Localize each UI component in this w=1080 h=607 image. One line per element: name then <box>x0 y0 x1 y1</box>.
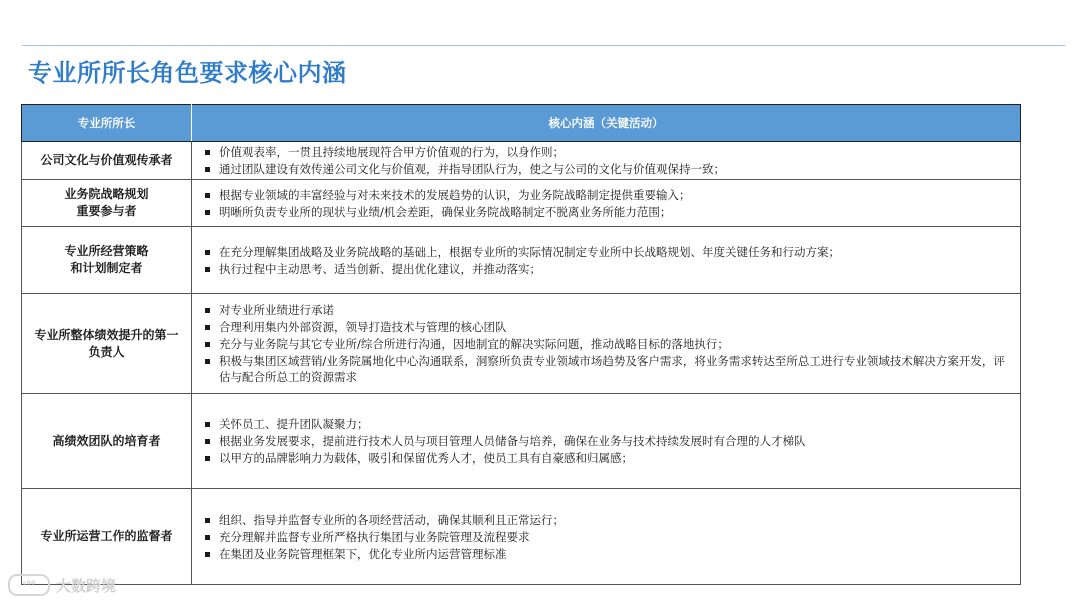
list-item: 以甲方的品牌影响力为载体，吸引和保留优秀人才，使员工具有自豪感和归属感； <box>202 450 1014 466</box>
table-row <box>22 227 1021 294</box>
table-header-row <box>22 105 1021 142</box>
activity-list <box>202 512 1014 562</box>
top-divider <box>22 45 1065 46</box>
watermark-text: 大数跨境 <box>56 576 117 595</box>
role-name: 专业所经营策略 和计划制定者 <box>22 227 192 294</box>
page-title: 专业所所长角色要求核心内涵 <box>28 59 347 87</box>
table-row <box>22 394 1021 489</box>
list-item: 关怀员工、提升团队凝聚力； <box>202 416 1014 432</box>
role-activities <box>192 227 1021 294</box>
activity-list <box>202 187 1014 220</box>
list-item: 在集团及业务院管理框架下，优化专业所内运营管理标准 <box>202 546 1014 562</box>
role-activities <box>192 394 1021 489</box>
list-item: 执行过程中主动思考、适当创新、提出优化建议，并推动落实； <box>202 261 1014 277</box>
table-row <box>22 180 1021 227</box>
activity-list <box>202 244 1014 277</box>
table-row <box>22 294 1021 394</box>
header-activities: 核心内涵（关键活动） <box>192 105 1021 142</box>
role-activities <box>192 180 1021 227</box>
role-activities <box>192 489 1021 585</box>
list-item: 根据专业领域的丰富经验与对未来技术的发展趋势的认识，为业务院战略制定提供重要输入； <box>202 187 1014 203</box>
role-name: 业务院战略规划 重要参与者 <box>22 180 192 227</box>
watermark <box>8 574 116 596</box>
header-role: 专业所所长 <box>22 105 192 142</box>
role-name: 专业所整体绩效提升的第一负责人 <box>22 294 192 394</box>
list-item: 通过团队建设有效传递公司文化与价值观，并指导团队行为，使之与公司的文化与价值观保持一致； <box>202 161 1014 177</box>
role-name: 高绩效团队的培育者 <box>22 394 192 489</box>
table-row <box>22 489 1021 585</box>
list-item: 积极与集团区域营销/业务院属地化中心沟通联系，洞察所负责专业领域市场趋势及客户需求，将业务需求转达至所总工进行专业领域技术解决方案开发，评估与配合所总工的资源需求 <box>202 353 1014 385</box>
list-item: 充分与业务院与其它专业所/综合所进行沟通，因地制宜的解决实际问题，推动战略目标的落地执行； <box>202 336 1014 352</box>
list-item: 价值观表率，一贯且持续地展现符合甲方价值观的行为，以身作则； <box>202 144 1014 160</box>
list-item: 对专业所业绩进行承诺 <box>202 302 1014 318</box>
roles-table <box>21 104 1021 585</box>
list-item: 在充分理解集团战略及业务院战略的基础上，根据专业所的实际情况制定专业所中长战略规划、年度关键任务和行动方案； <box>202 244 1014 260</box>
activity-list <box>202 416 1014 466</box>
list-item: 明晰所负责专业所的现状与业绩/机会差距，确保业务院战略制定不脱离业务所能力范围； <box>202 204 1014 220</box>
watermark-logo-icon: ᶜ⁰⁰ <box>8 574 50 596</box>
role-activities <box>192 142 1021 180</box>
activity-list <box>202 302 1014 385</box>
role-name: 专业所运营工作的监督者 <box>22 489 192 585</box>
table-row <box>22 142 1021 180</box>
list-item: 合理利用集内外部资源，领导打造技术与管理的核心团队 <box>202 319 1014 335</box>
activity-list <box>202 144 1014 177</box>
role-activities <box>192 294 1021 394</box>
list-item: 充分理解并监督专业所严格执行集团与业务院管理及流程要求 <box>202 529 1014 545</box>
role-name: 公司文化与价值观传承者 <box>22 142 192 180</box>
list-item: 组织、指导并监督专业所的各项经营活动，确保其顺利且正常运行； <box>202 512 1014 528</box>
list-item: 根据业务发展要求，提前进行技术人员与项目管理人员储备与培养，确保在业务与技术持续发展时有合理的人才梯队 <box>202 433 1014 449</box>
